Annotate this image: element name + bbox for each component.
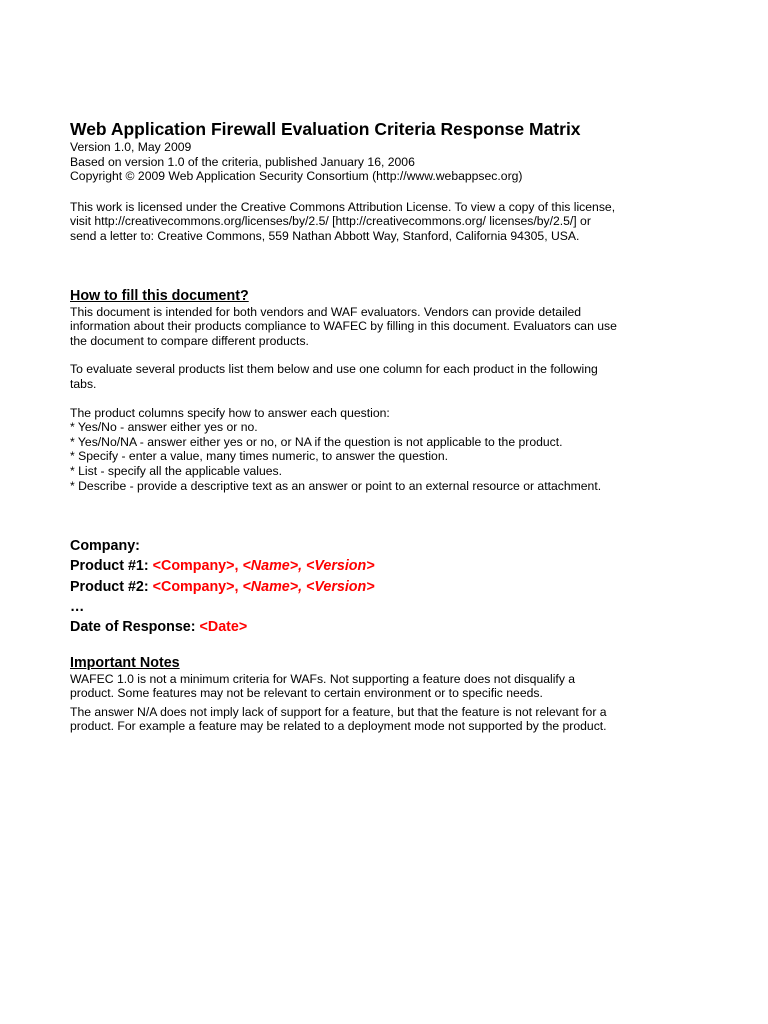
howto-evaluate-paragraph bbox=[70, 362, 710, 391]
paragraph-line: tabs. bbox=[70, 376, 97, 391]
document-title: Web Application Firewall Evaluation Criteria Response Matrix bbox=[70, 119, 581, 139]
notes-section bbox=[70, 654, 710, 734]
license-line: send a letter to: Creative Commons, 559 Nathan Abbott Way, Stanford, California 94305, USA. bbox=[70, 228, 580, 243]
note-line: product. For example a feature may be related to a deployment mode not supported by the product. bbox=[70, 719, 607, 734]
paragraph-line: the document to compare different products. bbox=[70, 333, 309, 348]
note-paragraph bbox=[70, 672, 710, 701]
product2-label: Product #2: bbox=[70, 578, 149, 595]
company-field bbox=[70, 536, 710, 556]
license-line: visit http://creativecommons.org/licenses/by/2.5/ [http://creativecommons.org/ licenses/by/2.5/] or bbox=[70, 214, 591, 229]
list-item: * Yes/No - answer either yes or no. bbox=[70, 420, 258, 435]
note-line: product. Some features may not be relevant to certain environment or to specific needs. bbox=[70, 686, 543, 701]
product2-name-version-placeholder: <Name>, <Version> bbox=[242, 578, 375, 595]
product1-company-placeholder: <Company>, bbox=[152, 558, 239, 575]
product1-placeholder bbox=[153, 558, 375, 574]
list-item: * List - specify all the applicable values. bbox=[70, 463, 283, 478]
license-paragraph bbox=[70, 200, 710, 244]
product1-name-version-placeholder: <Name>, <Version> bbox=[242, 558, 375, 575]
notes-heading: Important Notes bbox=[70, 654, 180, 671]
answer-types-intro: The product columns specify how to answer each question: bbox=[70, 405, 390, 420]
response-fields bbox=[70, 536, 710, 637]
document-page bbox=[70, 118, 710, 734]
note-line: The answer N/A does not imply lack of support for a feature, but that the feature is not relevant for a bbox=[70, 704, 607, 719]
version-line: Version 1.0, May 2009 bbox=[70, 140, 192, 154]
howto-section bbox=[70, 287, 710, 494]
answer-types-list bbox=[70, 420, 710, 493]
ellipsis-line: … bbox=[70, 598, 85, 615]
paragraph-line: To evaluate several products list them below and use one column for each product in the following bbox=[70, 362, 598, 377]
company-label: Company: bbox=[70, 538, 140, 555]
note-line: WAFEC 1.0 is not a minimum criteria for WAFs. Not supporting a feature does not disqualify a bbox=[70, 671, 576, 686]
date-label: Date of Response: bbox=[70, 619, 196, 636]
date-field bbox=[70, 617, 710, 637]
paragraph-line: This document is intended for both vendors and WAF evaluators. Vendors can provide detailed bbox=[70, 304, 582, 319]
product2-company-placeholder: <Company>, bbox=[152, 578, 239, 595]
note-paragraph bbox=[70, 705, 710, 734]
list-item: * Specify - enter a value, many times numeric, to answer the question. bbox=[70, 449, 448, 464]
product2-field bbox=[70, 577, 710, 597]
answer-types-paragraph bbox=[70, 406, 710, 494]
list-item: * Yes/No/NA - answer either yes or no, or NA if the question is not applicable to the product. bbox=[70, 434, 563, 449]
paragraph-line: information about their products compliance to WAFEC by filling in this document. Evaluators can use bbox=[70, 319, 617, 334]
license-line: This work is licensed under the Creative Commons Attribution License. To view a copy of this license, bbox=[70, 199, 616, 214]
product1-field bbox=[70, 556, 710, 576]
howto-intro-paragraph bbox=[70, 305, 710, 349]
date-placeholder: <Date> bbox=[199, 619, 248, 636]
list-item: * Describe - provide a descriptive text as an answer or point to an external resource or attachment. bbox=[70, 478, 602, 493]
howto-heading: How to fill this document? bbox=[70, 287, 249, 304]
product1-label: Product #1: bbox=[70, 558, 149, 575]
copyright-line: Copyright © 2009 Web Application Security Consortium (http://www.webappsec.org) bbox=[70, 169, 523, 184]
based-on-line: Based on version 1.0 of the criteria, published January 16, 2006 bbox=[70, 154, 415, 169]
product2-placeholder bbox=[153, 579, 375, 595]
